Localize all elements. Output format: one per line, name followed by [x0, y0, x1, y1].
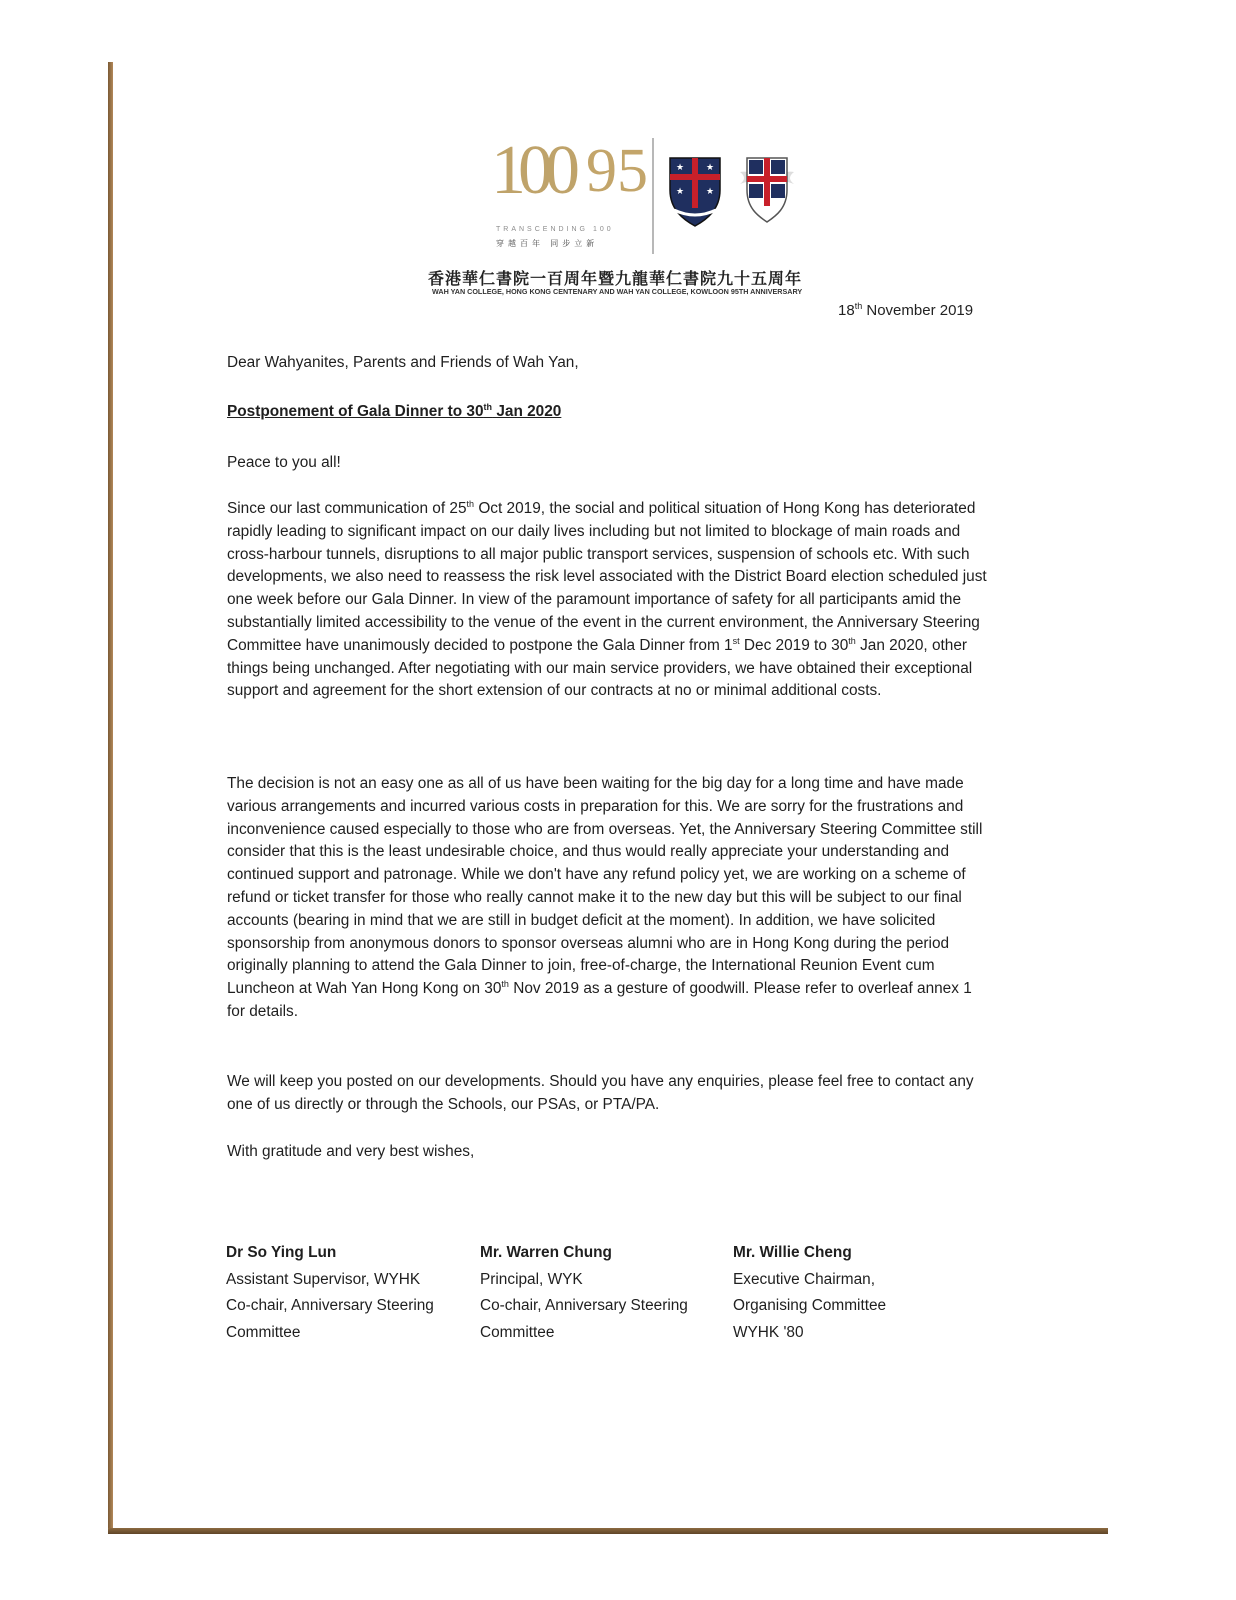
signatory-group: WYHK '80 [733, 1323, 804, 1341]
logo-100-mark: 100 [491, 132, 572, 209]
svg-text:★: ★ [675, 162, 685, 172]
signatory-role: Co-chair, Anniversary Steering Committee [226, 1297, 434, 1341]
paragraph-3: We will keep you posted on our developments. Should you have any enquiries, please feel free to contact any one of us directly or through the Schools, our PSAs, or PTA/PA. [227, 1073, 974, 1113]
wyk-crest-icon [738, 154, 796, 228]
logo-tagline: TRANSCENDING 100 [496, 226, 614, 233]
wyhk-crest-icon [666, 154, 724, 228]
logo-95-mark: 95 [586, 137, 648, 205]
signatory-role: Organising Committee [733, 1297, 887, 1314]
para1-b: Oct 2019, the social and political situation of Hong Kong has deteriorated rapidly leading to significant impact on our daily lives including but not limited to blockage of main roads and cross-harbour tunnels, disruptions to all major public transport services, suspension of schools etc. With such developments, we also need to reassess the risk level associated with the District Board election scheduled just one week before our Gala Dinner. In view of the paramount importance of safety for all participants amid the substantially limited accessibility to the venue of the event in the current environment, the Anniversary Steering Committee have unanimously decided to postpone the Gala Dinner from 1 [227, 500, 987, 654]
signatory-name: Dr So Ying Lun [226, 1244, 337, 1261]
signatory-title: Principal, WYK [480, 1270, 583, 1288]
signatory-title: Executive Chairman, [733, 1270, 875, 1288]
date-rest: November 2019 [862, 302, 974, 319]
logo-tagline-cn: 穿越百年 同步立新 [496, 239, 599, 248]
signatory-2 [480, 1240, 720, 1346]
para1-c: Dec 2019 to 30 [739, 636, 849, 654]
signatory-title: Assistant Supervisor, WYHK [226, 1270, 421, 1288]
letter-date [838, 302, 973, 319]
anniversary-logo [486, 134, 826, 254]
letterhead-title-cn: 香港華仁書院一百周年暨九龍華仁書院九十五周年 [428, 271, 803, 288]
para2-a-sup: th [501, 979, 509, 990]
signatory-1 [226, 1240, 466, 1346]
letterhead-title-en: WAH YAN COLLEGE, HONG KONG CENTENARY AND WAH YAN COLLEGE, KOWLOON 95TH ANNIVERSARY [432, 287, 803, 296]
paragraph-2 [227, 773, 987, 1024]
subject-line [227, 401, 987, 424]
para1-b-sup: st [732, 635, 740, 646]
subject-after: Jan 2020 [492, 403, 562, 420]
para2-a: The decision is not an easy one as all of us have been waiting for the big day for a long time and have made various arrangements and incurred various costs in preparation for this. We are sorry for the frustrations and inconvenience caused especially to those who are from overseas. Yet, the Anniversary Steering Committee still consider that this is the least undesirable choice, and thus would really appreciate your understanding and continued support and patronage. While we don't have any refund policy yet, we are working on a scheme of refund or ticket transfer for those who really cannot make it to the new day but this will be subject to our final accounts (bearing in mind that we are still in budget deficit at the moment). In addition, we have solicited sponsorship from anonymous donors to sponsor overseas alumni who are in Hong Kong during the period originally planning to attend the Gala Dinner to join, free-of-charge, the International Reunion Event cum Luncheon at Wah Yan Hong Kong on 30 [227, 775, 983, 998]
signatory-role: Co-chair, Anniversary Steering Committee [480, 1297, 688, 1341]
para2-b: Nov 2019 as a gesture of goodwill. Please refer to overleaf annex 1 for details. [227, 980, 972, 1020]
svg-text:★: ★ [705, 186, 715, 196]
subject-suffix: th [483, 401, 493, 412]
para1-a: Since our last communication of 25 [227, 500, 467, 517]
paper-left-edge [108, 62, 113, 1534]
greeting: Peace to you all! [227, 454, 341, 471]
date-suffix: th [854, 301, 863, 311]
para1-c-sup: th [848, 635, 856, 646]
salutation: Dear Wahyanites, Parents and Friends of Wah Yan, [227, 354, 579, 371]
para1-a-sup: th [466, 498, 475, 509]
para1-d: Jan 2020, other things being unchanged. After negotiating with our main service providers, we have obtained their exceptional support and agreement for the short extension of our contracts at no or minimal additional costs. [227, 636, 973, 700]
closing-line: With gratitude and very best wishes, [227, 1143, 475, 1160]
signatory-name: Mr. Warren Chung [480, 1244, 612, 1261]
logo-divider [652, 138, 654, 254]
paper-bottom-edge [108, 1528, 1108, 1534]
svg-text:★: ★ [675, 186, 685, 196]
date-day: 18 [838, 302, 855, 319]
svg-text:★: ★ [705, 162, 715, 172]
subject-before: Postponement of Gala Dinner to 30 [227, 403, 484, 420]
signatory-3 [733, 1240, 973, 1346]
paragraph-1 [227, 498, 987, 703]
signatory-name: Mr. Willie Cheng [733, 1244, 852, 1261]
